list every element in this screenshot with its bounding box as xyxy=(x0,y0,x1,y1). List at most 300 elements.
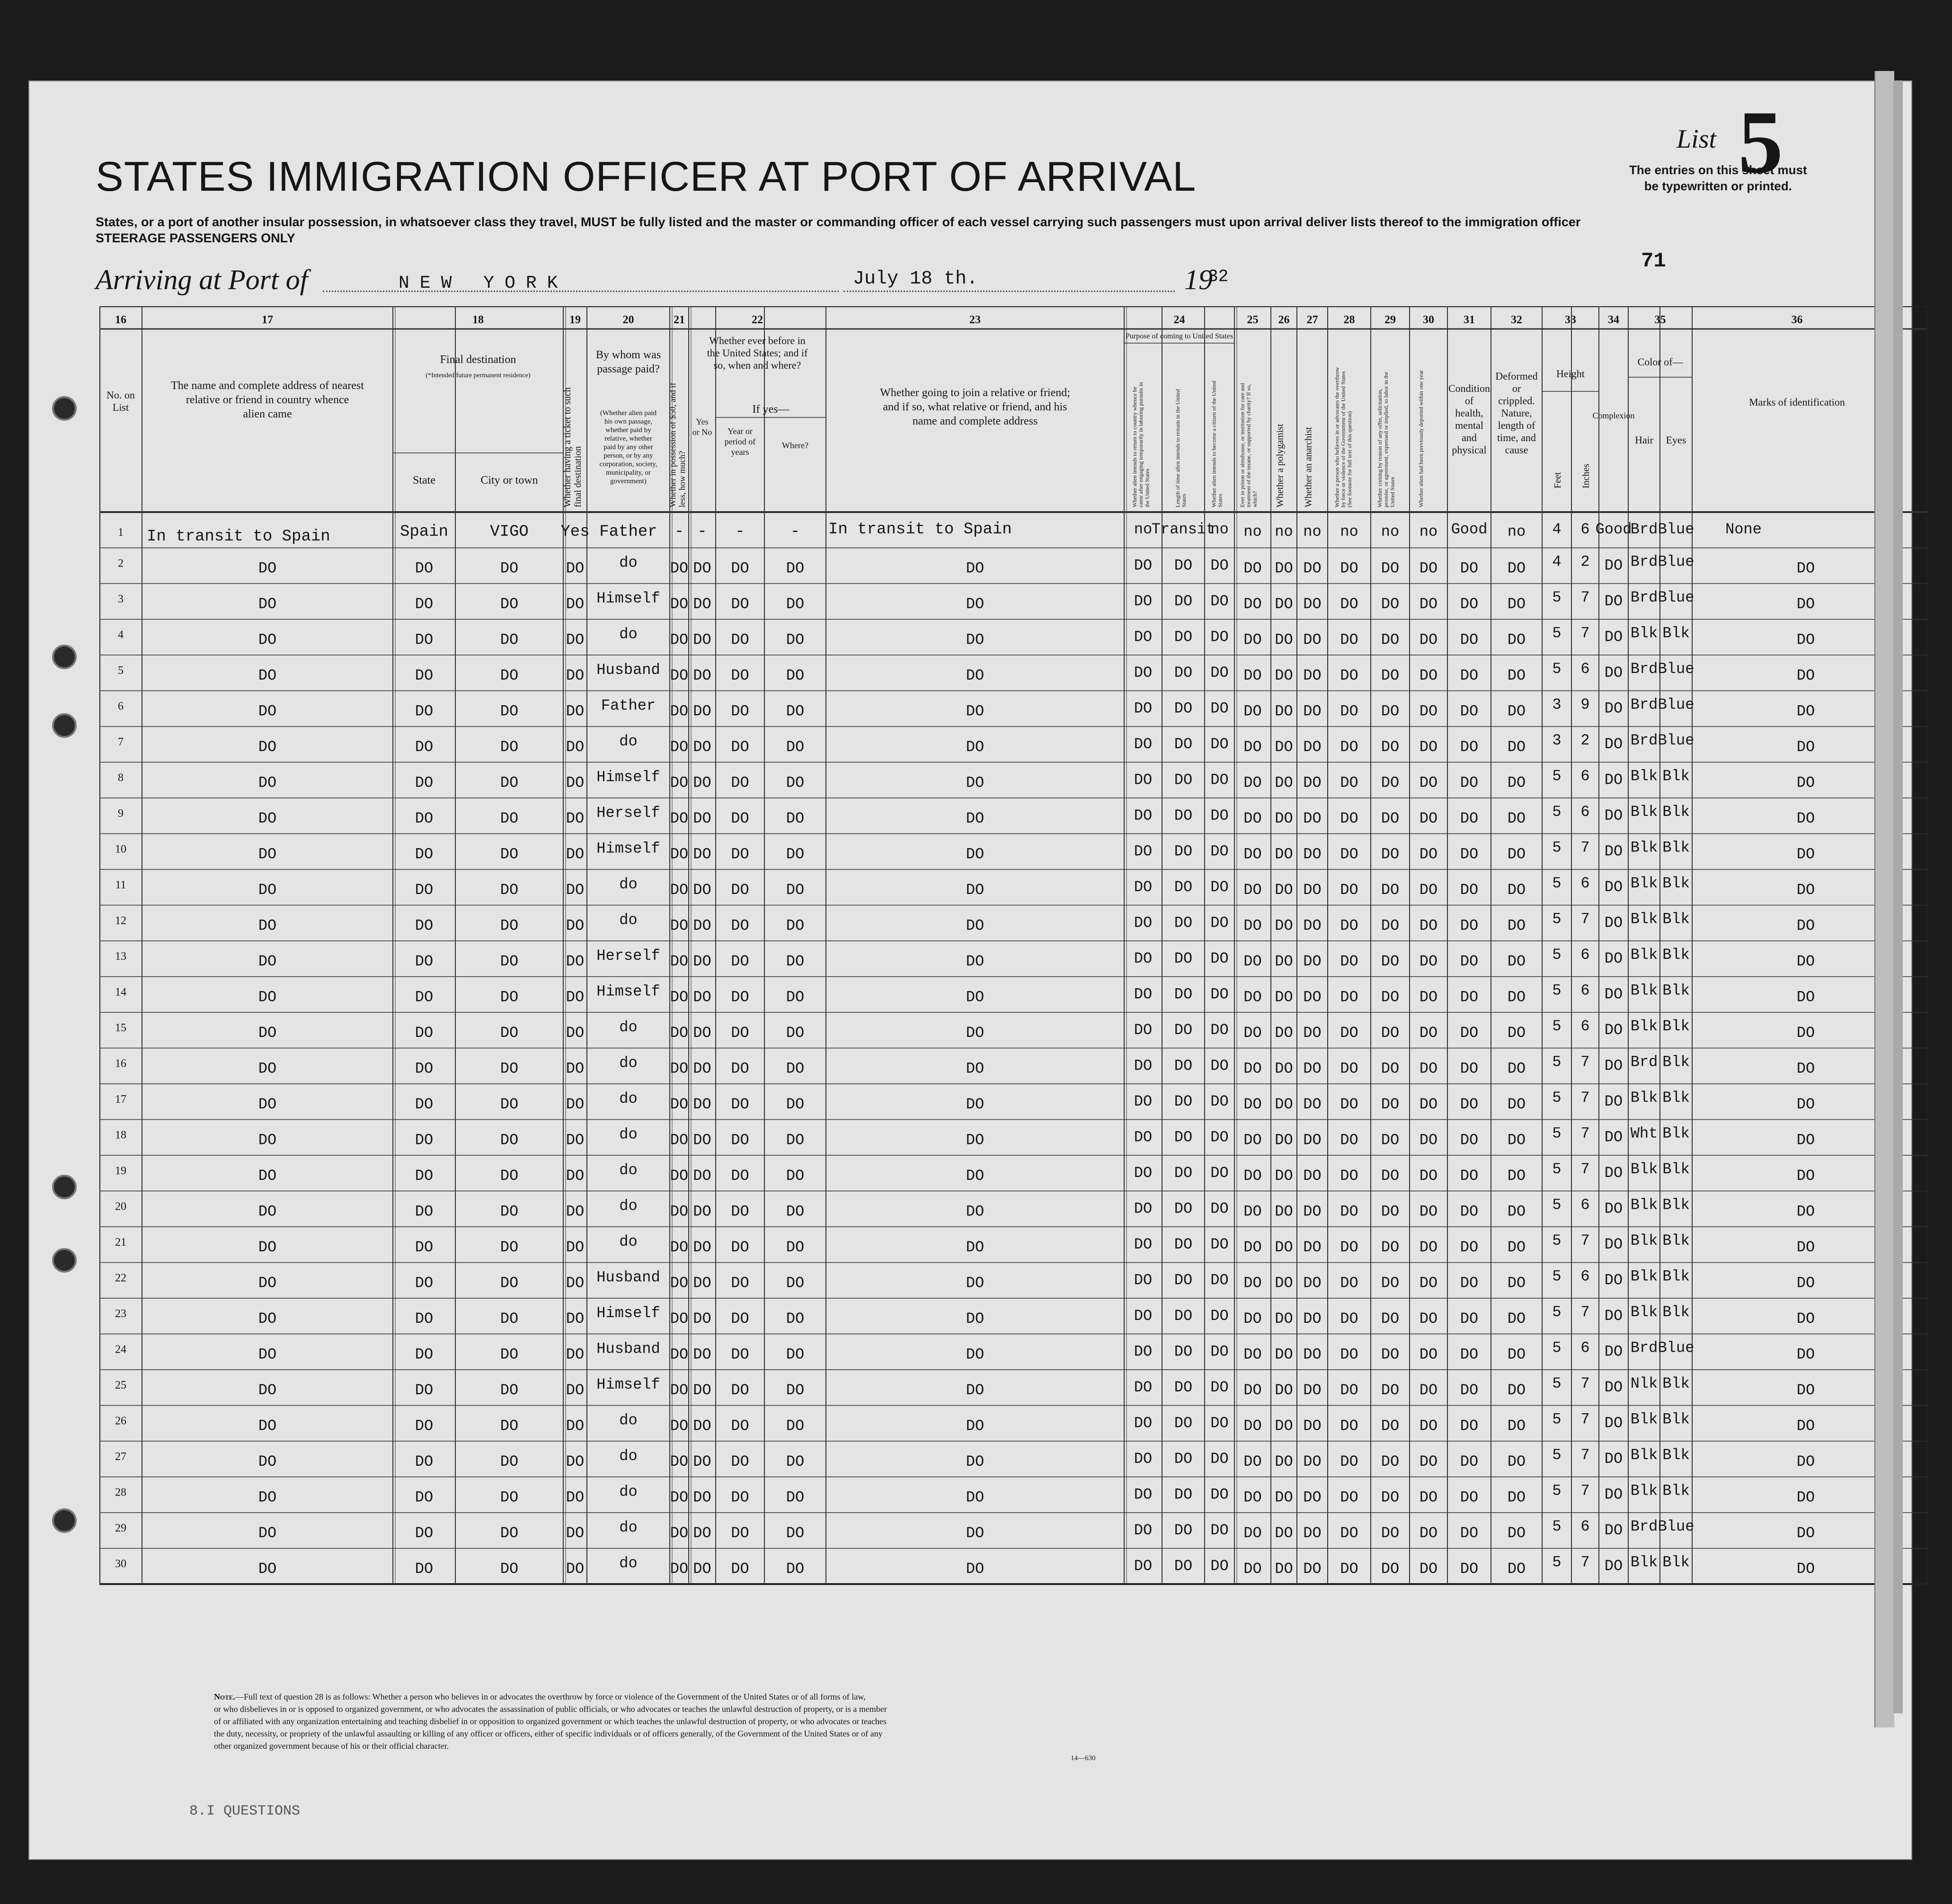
cell-ditto: DO xyxy=(258,1524,277,1542)
cell-hair: Blk xyxy=(1630,982,1658,1000)
row-number: 1 xyxy=(118,526,124,539)
cell-ditto: DO xyxy=(693,667,711,684)
cell-ditto: DO xyxy=(1303,881,1322,899)
cell-ditto: DO xyxy=(1604,878,1623,896)
cell-ditto: DO xyxy=(693,1274,711,1292)
cell-marks: DO xyxy=(1796,810,1815,827)
cell-marks: DO xyxy=(1796,1488,1815,1506)
cell-ditto: DO xyxy=(258,1346,277,1364)
cell-ditto: DO xyxy=(731,1239,749,1256)
cell-purpose-b: Transit xyxy=(1151,521,1216,538)
header-ticket: Whether having a ticket to suchfinal destination xyxy=(562,387,583,507)
date-value: July 18 th. xyxy=(853,268,978,290)
cell-ditto: DO xyxy=(966,810,985,827)
cell-inches: 6 xyxy=(1580,1267,1590,1285)
cell-ditto: DO xyxy=(1210,1128,1229,1146)
cell-ditto: DO xyxy=(1507,953,1526,970)
row-number: 27 xyxy=(115,1451,126,1463)
cell-ditto: DO xyxy=(500,1060,519,1078)
cell-eyes: Blk xyxy=(1662,839,1690,857)
cell-ditto: DO xyxy=(1174,1450,1193,1468)
cell-ditto: DO xyxy=(566,917,585,935)
list-note xyxy=(1629,162,1807,194)
cell-ditto: DO xyxy=(1174,1271,1193,1289)
cell-ditto: DO xyxy=(415,1417,434,1435)
cell-ditto: DO xyxy=(1460,1346,1479,1364)
cell-ditto: DO xyxy=(1134,1414,1153,1432)
cell-ditto: DO xyxy=(500,1167,519,1185)
manifest-sheet xyxy=(28,80,1912,1860)
cell-ditto: DO xyxy=(1303,1131,1322,1149)
cell-hair: Brd xyxy=(1630,553,1658,571)
cell-ditto: DO xyxy=(1507,631,1526,649)
cell-marks: DO xyxy=(1796,774,1815,792)
cell-ditto: DO xyxy=(500,881,519,899)
cell-eyes: Blk xyxy=(1662,1410,1690,1428)
cell-ditto: DO xyxy=(1243,1024,1262,1042)
cell-ditto: DO xyxy=(1340,1167,1358,1185)
cell-feet: 3 xyxy=(1552,732,1562,749)
cell-ditto: DO xyxy=(1604,700,1623,717)
cell-ditto: DO xyxy=(693,1310,711,1328)
cell-ditto: DO xyxy=(1419,988,1438,1006)
column-number: 17 xyxy=(262,314,273,326)
cell-ditto: DO xyxy=(1134,557,1153,575)
cell-ditto: DO xyxy=(566,953,585,970)
column-number: 26 xyxy=(1278,314,1290,326)
cell-ditto: DO xyxy=(566,595,585,613)
cell-marks: DO xyxy=(1796,702,1815,720)
cell-ditto: DO xyxy=(1381,595,1400,613)
cell-ditto: DO xyxy=(258,1560,277,1578)
cell-feet: 5 xyxy=(1552,803,1562,821)
cell-ditto: DO xyxy=(1210,1164,1229,1182)
cell-ditto: DO xyxy=(1604,1164,1623,1182)
header-no-on-list: No. on List xyxy=(106,389,135,413)
cell-ditto: DO xyxy=(566,1453,585,1470)
cell-ditto: DO xyxy=(1340,881,1358,899)
cell-ditto: DO xyxy=(1507,595,1526,613)
cell-passage-paid: Husband xyxy=(596,1340,660,1358)
cell-ditto: DO xyxy=(1340,953,1358,970)
cell-ditto: DO xyxy=(1174,735,1193,753)
cell-passage-paid: do xyxy=(619,1197,638,1215)
cell-ditto: DO xyxy=(1460,1560,1479,1578)
cell-ditto: DO xyxy=(1340,810,1358,827)
cell-ditto: DO xyxy=(786,1488,805,1506)
cell-ditto: DO xyxy=(566,774,585,792)
cell-ditto: DO xyxy=(731,1310,749,1328)
cell-feet: 4 xyxy=(1552,553,1562,571)
cell-ditto: DO xyxy=(1340,1274,1358,1292)
cell-inches: 6 xyxy=(1580,875,1590,892)
row-number: 3 xyxy=(118,593,124,605)
cell-ditto: DO xyxy=(500,953,519,970)
cell-ditto: DO xyxy=(1174,1522,1193,1539)
stacked-page-edge xyxy=(1893,80,1903,1713)
cell-ditto: DO xyxy=(966,1167,985,1185)
cell-ditto: DO xyxy=(1303,1167,1322,1185)
cell-passage-paid: Himself xyxy=(596,840,660,858)
cell-ditto: DO xyxy=(786,1274,805,1292)
cell-ditto: DO xyxy=(566,1524,585,1542)
cell-hair: Brd xyxy=(1630,1518,1658,1535)
cell-hair: Blk xyxy=(1630,1446,1658,1464)
cell-ditto: DO xyxy=(966,1274,985,1292)
cell-passage-paid: Husband xyxy=(596,661,660,679)
cell-ditto: DO xyxy=(1303,595,1322,613)
cell-ditto: DO xyxy=(1275,1382,1293,1399)
cell-ditto: DO xyxy=(731,774,749,792)
cell-ditto: DO xyxy=(1604,807,1623,824)
cell-ditto: DO xyxy=(731,1096,749,1113)
cell-ditto: DO xyxy=(1419,1382,1438,1399)
cell-ditto: DO xyxy=(1507,1024,1526,1042)
cell-ditto: DO xyxy=(1243,595,1262,613)
cell-ditto: DO xyxy=(1134,700,1153,717)
cell-ditto: DO xyxy=(1460,1524,1479,1542)
cell-ditto: DO xyxy=(731,810,749,827)
cell-ditto: DO xyxy=(966,1524,985,1542)
cell-ditto: DO xyxy=(1507,1096,1526,1113)
cell-ditto: DO xyxy=(1604,842,1623,860)
cell-ditto: DO xyxy=(1604,1522,1623,1539)
cell-ditto: DO xyxy=(670,667,689,684)
cell-ditto: DO xyxy=(1460,702,1479,720)
cell-ditto: DO xyxy=(1340,631,1358,649)
cell-ditto: DO xyxy=(500,702,519,720)
header-question-28: Whether a person who believes in or advocates the overthrowby force or violence of the Government of the United States(See footnote for full text of this question) xyxy=(1333,367,1353,507)
header-nearest-relative: The name and complete address of nearest relative or friend in country whence alien came xyxy=(171,380,364,420)
cell-ditto: DO xyxy=(1174,700,1193,717)
cell-ditto: DO xyxy=(415,1488,434,1506)
cell-ditto: DO xyxy=(1381,559,1400,577)
cell-ditto: DO xyxy=(1604,1343,1623,1361)
cell-deformed: no xyxy=(1507,523,1526,540)
cell-ditto: DO xyxy=(1340,1024,1358,1042)
cell-ditto: DO xyxy=(1275,810,1293,827)
cell-ditto: DO xyxy=(1134,735,1153,753)
header-yes-or-no: Yes or No xyxy=(692,417,712,437)
cell-ditto: DO xyxy=(415,1239,434,1256)
footnote-line: of or affiliated with any organization entertaining and teaching disbelief in or opposition to organized government or which teaches the unlawful destruction of property, or who advocates or teaches xyxy=(214,1717,887,1726)
cell-ditto: DO xyxy=(1303,1203,1322,1221)
cell-ditto: DO xyxy=(258,845,277,863)
cell-ditto: DO xyxy=(1381,953,1400,970)
header-if-yes: If yes— xyxy=(752,403,790,416)
cell-eyes: Blk xyxy=(1662,1446,1690,1464)
cell-ditto: DO xyxy=(1134,1057,1153,1075)
cell-ditto: DO xyxy=(415,1131,434,1149)
row-number: 23 xyxy=(115,1308,126,1320)
cell-ditto: DO xyxy=(1460,1488,1479,1506)
cell-ditto: DO xyxy=(415,702,434,720)
cell-ditto: DO xyxy=(566,881,585,899)
cell-ditto: DO xyxy=(786,988,805,1006)
header-question-29: Whether coming by reason of any offer, solicitation,promise, or agreement, expressed or implied, to labor in theUnited States xyxy=(1376,372,1396,507)
row-number: 4 xyxy=(118,629,124,641)
table-frame xyxy=(99,306,1927,1584)
cell-ditto: DO xyxy=(731,1024,749,1042)
cell-ditto: DO xyxy=(1507,738,1526,756)
cell-ditto: DO xyxy=(1275,1274,1293,1292)
cell-ditto: DO xyxy=(1275,559,1293,577)
cell-inches: 7 xyxy=(1580,1053,1590,1071)
cell-eyes: Blue xyxy=(1658,589,1695,606)
cell-ditto: DO xyxy=(500,774,519,792)
cell-feet: 5 xyxy=(1552,1446,1562,1464)
cell-ditto: DO xyxy=(1419,1524,1438,1542)
cell-ditto: DO xyxy=(1174,807,1193,824)
cell-feet: 5 xyxy=(1552,1410,1562,1428)
cell-ditto: DO xyxy=(1210,878,1229,896)
cell-ditto: DO xyxy=(966,917,985,935)
header-money: Whether in possession of $50, and ifless, how much? xyxy=(668,382,687,507)
cell-ditto: DO xyxy=(693,774,711,792)
cell-ditto: DO xyxy=(415,845,434,863)
column-number: 16 xyxy=(115,314,126,326)
cell-feet: 4 xyxy=(1552,521,1562,538)
cell-ditto: DO xyxy=(786,1060,805,1078)
cell-ditto: DO xyxy=(1507,667,1526,684)
cell-ditto: DO xyxy=(731,1560,749,1578)
cell-passage-paid: Himself xyxy=(596,768,660,786)
cell-ditto: DO xyxy=(670,1167,689,1185)
cell-ditto: DO xyxy=(258,702,277,720)
cell-ditto: DO xyxy=(500,1096,519,1113)
column-number: 33 xyxy=(1565,314,1576,326)
cell-eyes: Blk xyxy=(1662,982,1690,1000)
cell-ditto: DO xyxy=(1275,1560,1293,1578)
cell-ditto: DO xyxy=(1174,1200,1193,1218)
cell-ditto: DO xyxy=(566,702,585,720)
cell-ditto: DO xyxy=(731,595,749,613)
cell-inches: 2 xyxy=(1580,732,1590,749)
row-number: 19 xyxy=(115,1165,126,1177)
cell-ditto: DO xyxy=(1275,1203,1293,1221)
cell-ditto: DO xyxy=(1419,810,1438,827)
cell-ditto: DO xyxy=(1381,881,1400,899)
cell-ditto: DO xyxy=(500,1310,519,1328)
cell-marks: DO xyxy=(1796,1382,1815,1399)
cell-ditto: DO xyxy=(731,1524,749,1542)
cell-ditto: DO xyxy=(786,1453,805,1470)
cell-ditto: DO xyxy=(1134,1450,1153,1468)
cell-ditto: DO xyxy=(1604,1307,1623,1325)
cell-ditto: DO xyxy=(1243,1382,1262,1399)
cell-ditto: DO xyxy=(1381,1453,1400,1470)
cell-ditto: DO xyxy=(1174,1307,1193,1325)
list-note-line-1: The entries on this sheet must xyxy=(1629,163,1807,177)
cell-ditto: DO xyxy=(566,845,585,863)
cell-ditto: DO xyxy=(258,988,277,1006)
cell-ditto: DO xyxy=(1210,1271,1229,1289)
cell-passage-paid: Himself xyxy=(596,1304,660,1322)
cell-ditto: DO xyxy=(1507,1453,1526,1470)
cell-ditto: DO xyxy=(566,1274,585,1292)
cell-ditto: DO xyxy=(1460,1453,1479,1470)
cell-ditto: DO xyxy=(1210,1379,1229,1396)
cell-ditto: DO xyxy=(966,1060,985,1078)
cell-ditto: DO xyxy=(1134,593,1153,610)
cell-ditto: DO xyxy=(1303,667,1322,684)
cell-feet: 3 xyxy=(1552,696,1562,714)
cell-ditto: DO xyxy=(1460,845,1479,863)
cell-ditto: DO xyxy=(1275,881,1293,899)
cell-inches: 6 xyxy=(1580,982,1590,1000)
cell-ditto: DO xyxy=(1174,1057,1193,1075)
cell-marks: DO xyxy=(1796,845,1815,863)
cell-ditto: DO xyxy=(1507,1310,1526,1328)
cell-feet: 5 xyxy=(1552,946,1562,964)
cell-ditto: DO xyxy=(1460,917,1479,935)
cell-ditto: DO xyxy=(1243,774,1262,792)
cell-ditto: DO xyxy=(786,917,805,935)
cell-ditto: DO xyxy=(1303,1488,1322,1506)
cell-ditto: DO xyxy=(1381,917,1400,935)
cell-ditto: DO xyxy=(566,1060,585,1078)
cell-ditto: DO xyxy=(258,1274,277,1292)
cell-purpose-c: no xyxy=(1210,521,1229,538)
cell-ditto: DO xyxy=(1243,881,1262,899)
cell-passage-paid: do xyxy=(619,733,638,750)
cell-ditto: DO xyxy=(500,631,519,649)
cell-ditto: DO xyxy=(415,738,434,756)
cell-ditto: DO xyxy=(1381,1346,1400,1364)
cell-ditto: DO xyxy=(1507,1274,1526,1292)
cell-ditto: DO xyxy=(1340,774,1358,792)
cell-ditto: DO xyxy=(1460,1131,1479,1149)
cell-ditto: DO xyxy=(1460,595,1479,613)
cell-ditto: DO xyxy=(966,631,985,649)
cell-ditto: DO xyxy=(1275,774,1293,792)
cell-ditto: DO xyxy=(1243,1453,1262,1470)
cell-ditto: DO xyxy=(1419,1346,1438,1364)
cell-ditto: DO xyxy=(1340,1203,1358,1221)
cell-ditto: DO xyxy=(670,631,689,649)
cell-ditto: DO xyxy=(1340,1060,1358,1078)
cell-ditto: DO xyxy=(258,1239,277,1256)
header-prison: Ever in prison or almshouse, or institution for care andtreatment of the insane, or supported by charity? If so,which? xyxy=(1239,383,1258,507)
cell-ditto: DO xyxy=(966,595,985,613)
cell-purpose-a: no xyxy=(1134,521,1153,538)
cell-ditto: DO xyxy=(500,595,519,613)
binder-hole xyxy=(52,396,77,421)
cell-ditto: DO xyxy=(1134,1236,1153,1253)
cell-ditto: DO xyxy=(731,1382,749,1399)
header-passage-paid: By whom was passage paid? xyxy=(595,349,661,375)
cell-ditto: DO xyxy=(786,738,805,756)
cell-ditto: DO xyxy=(693,1203,711,1221)
cell-ditto: DO xyxy=(1134,1486,1153,1504)
cell-ditto: DO xyxy=(1134,1307,1153,1325)
cell-ditto: DO xyxy=(693,810,711,827)
cell-ditto: DO xyxy=(693,738,711,756)
header-ever-before: Whether ever before in the United States; and if so, when and where? xyxy=(707,335,808,371)
cell-inches: 7 xyxy=(1580,1553,1590,1571)
cell-ditto: DO xyxy=(1174,1164,1193,1182)
cell-ditto: DO xyxy=(1419,881,1438,899)
cell-eyes: Blk xyxy=(1662,624,1690,642)
cell-ditto: DO xyxy=(1381,1060,1400,1078)
cell-ditto: DO xyxy=(1419,1417,1438,1435)
header-hair: Hair xyxy=(1634,434,1654,446)
footnote-line: other organized government because of his or their official character. xyxy=(214,1741,449,1751)
cell-ditto: DO xyxy=(1174,1343,1193,1361)
cell-feet: 5 xyxy=(1552,767,1562,785)
cell-ditto: DO xyxy=(1381,702,1400,720)
footnote-line: or who disbelieves in or is opposed to organized government, or who advocates the assassination of public officials, or who advocates or teaches the unlawful destruction of property, or is a member xyxy=(214,1704,887,1714)
cell-ditto: DO xyxy=(1419,738,1438,756)
cell-ditto: DO xyxy=(1381,1024,1400,1042)
cell-ditto: DO xyxy=(670,953,689,970)
cell-ditto: DO xyxy=(1381,1131,1400,1149)
header-join-relative: Whether going to join a relative or friend; and if so, what relative or friend, and his name and complete address xyxy=(880,387,1070,427)
cell-eyes: Blk xyxy=(1662,1482,1690,1500)
header-final-destination-note: (*Intended future permanent residence) xyxy=(426,372,531,379)
cell-ditto: DO xyxy=(1210,1414,1229,1432)
cell-ditto: DO xyxy=(1604,985,1623,1003)
cell-marks: DO xyxy=(1796,667,1815,684)
cell-inches: 2 xyxy=(1580,553,1590,571)
cell-marks: DO xyxy=(1796,559,1815,577)
cell-ditto: DO xyxy=(1275,1239,1293,1256)
cell-ditto: DO xyxy=(1507,845,1526,863)
cell-eyes: Blk xyxy=(1662,803,1690,821)
cell-ditto: DO xyxy=(1381,1488,1400,1506)
cell-ditto: DO xyxy=(1210,950,1229,967)
cell-ditto: DO xyxy=(500,1024,519,1042)
cell-marks: DO xyxy=(1796,595,1815,613)
cell-ditto: DO xyxy=(1275,1131,1293,1149)
cell-marks: DO xyxy=(1796,1453,1815,1470)
cell-polygamist: no xyxy=(1275,523,1293,540)
total-count: 71 xyxy=(1641,249,1666,273)
cell-ditto: DO xyxy=(1174,950,1193,967)
cell-ditto: DO xyxy=(1507,917,1526,935)
cell-ditto: DO xyxy=(966,1096,985,1113)
cell-ditto: DO xyxy=(1340,1453,1358,1470)
cell-ditto: DO xyxy=(1381,631,1400,649)
cell-ditto: DO xyxy=(1210,557,1229,575)
cell-feet: 5 xyxy=(1552,1232,1562,1249)
column-number: 30 xyxy=(1423,314,1434,326)
header-polygamist: Whether a polygamist xyxy=(1275,424,1286,507)
header-complexion: Complexion xyxy=(1592,411,1635,420)
cell-ditto: DO xyxy=(1419,1060,1438,1078)
cell-ditto: DO xyxy=(966,1346,985,1364)
cell-ditto: DO xyxy=(1243,1488,1262,1506)
cell-ditto: DO xyxy=(693,1131,711,1149)
column-number: 28 xyxy=(1343,314,1355,326)
cell-ditto: DO xyxy=(566,631,585,649)
cell-ditto: DO xyxy=(731,1060,749,1078)
cell-ditto: DO xyxy=(258,1453,277,1470)
cell-ditto: DO xyxy=(1243,917,1262,935)
row-number: 8 xyxy=(118,771,124,784)
cell-ditto: DO xyxy=(731,917,749,935)
cell-ditto: DO xyxy=(1275,1167,1293,1185)
cell-ditto: DO xyxy=(1460,988,1479,1006)
header-inches: Inches xyxy=(1581,463,1591,488)
cell-ditto: DO xyxy=(415,1560,434,1578)
cell-ditto: DO xyxy=(1174,557,1193,575)
cell-ditto: DO xyxy=(1134,1164,1153,1182)
cell-ditto: DO xyxy=(786,845,805,863)
cell-ditto: DO xyxy=(786,1310,805,1328)
cell-ditto: DO xyxy=(1275,953,1293,970)
cell-ditto: DO xyxy=(1340,667,1358,684)
